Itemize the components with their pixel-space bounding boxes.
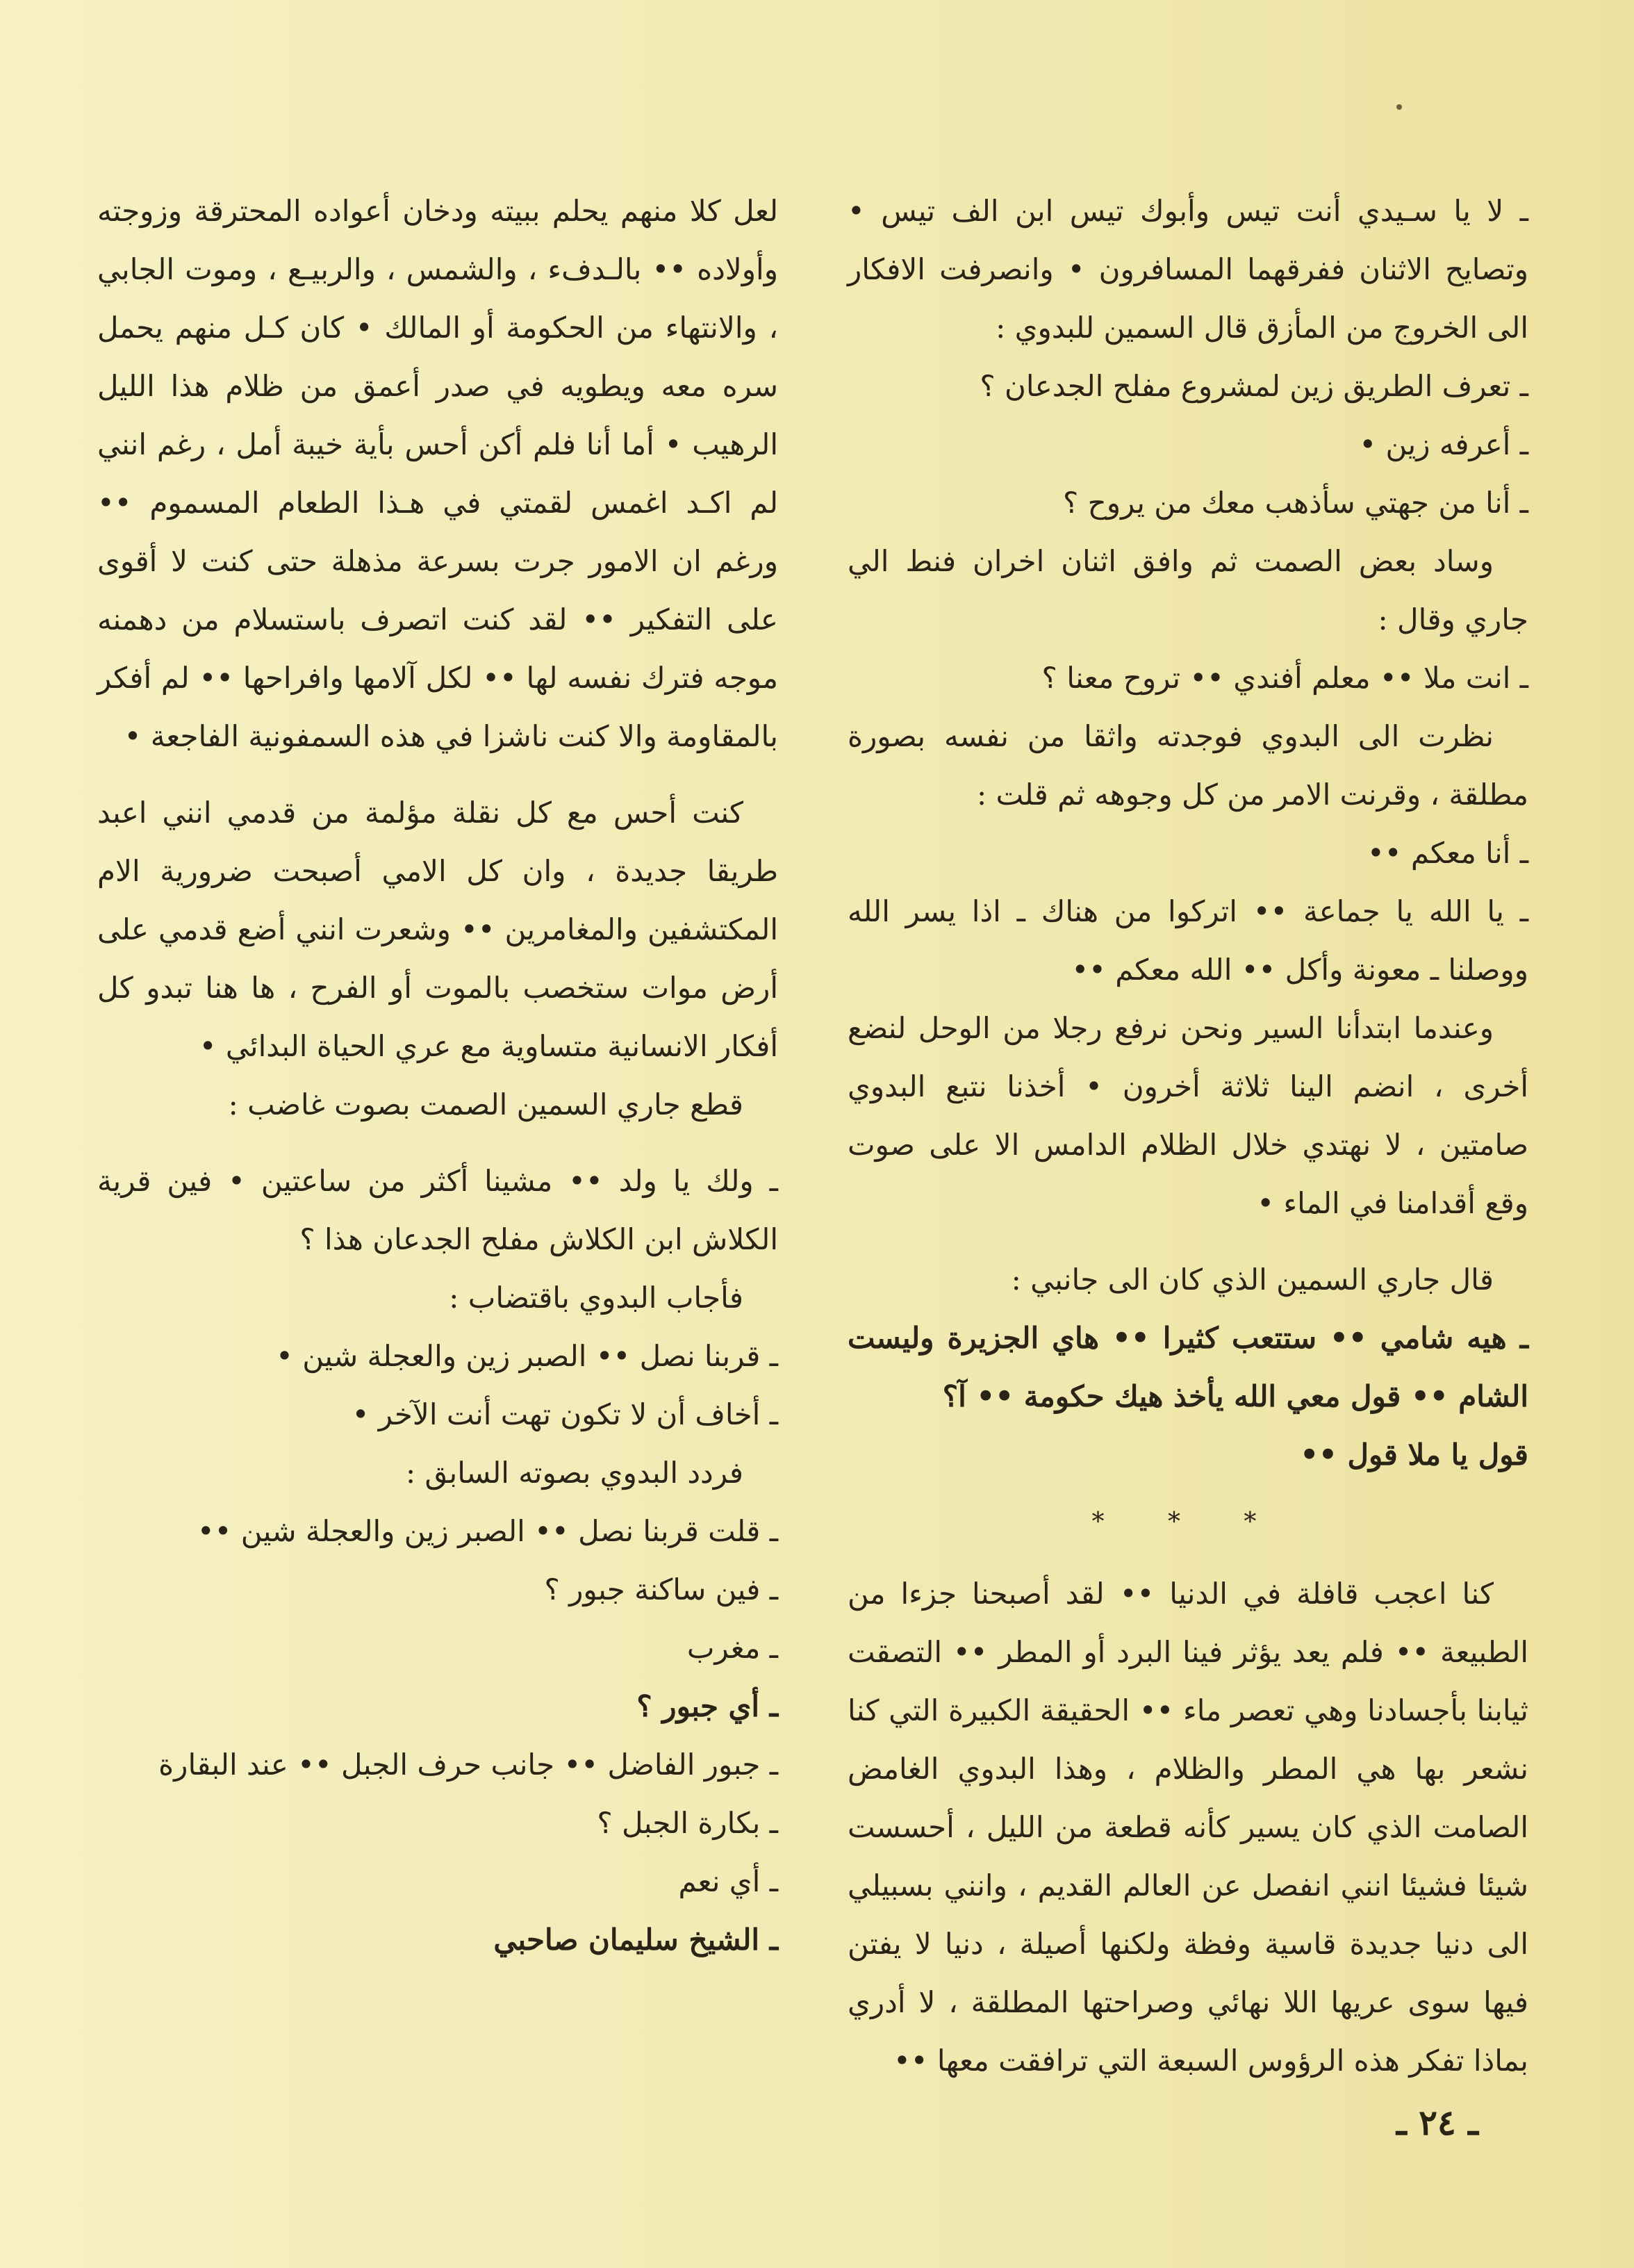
ink-mark [1396,104,1402,110]
dialogue-line: ـ هيه شامي •• ستتعب كثيرا •• هاي الجزيرة وليست الشام •• قول معي الله يأخذ هيك حكومة •• آ؟ [848,1321,1528,1413]
right-text-column [848,182,1528,2090]
dialogue-line: ـ تعرف الطريق زين لمشروع مفلح الجدعان ؟ [980,369,1528,403]
dialogue-line: ـ ولك يا ولد •• مشينا أكثر من ساعتين • فين قرية الكلاش ابن الكلاش مفلح الجدعان هذا ؟ [97,1164,778,1256]
dialogue-line: ـ بكارة الجبل ؟ [597,1806,778,1840]
dialogue-line: ـ أنا من جهتي سأذهب معك من يروح ؟ [1063,486,1528,520]
dialogue-line: ـ جبور الفاضل •• جانب حرف الجبل •• عند البقارة [158,1748,778,1782]
dialogue-line: ـ فين ساكنة جبور ؟ [544,1572,778,1606]
paragraph: فردد البدوي بصوته السابق : [405,1456,743,1490]
dialogue-line: ـ يا الله يا جماعة •• اتركوا من هناك ـ اذا يسر الله ووصلنا ـ معونة وأكل •• الله معكم •• [848,894,1528,987]
paragraph: كنا اعجب قافلة في الدنيا •• لقد أصبحنا جزءا من الطبيعة •• فلم يعد يؤثر فينا البرد أو المطر •• التصقت ثيابنا بأجسادنا وهي تعصر ماء •• الحقيقة الكبيرة التي كنا نشعر بها هي المطر والظلام ، وهذا البدوي الغامض الصامت الذي كان يسير كأنه قطعة من الليل ، أحسست شيئا فشيئا انني انفصل عن العالم القديم ، وانني بسبيلي الى دنيا جديدة قاسية وفظة ولكنها أصيلة ، دنيا لا يفتن فيها سوى عريها اللا نهائي وصراحتها المطلقة ، لا أدري بماذا تفكر هذه الرؤوس السبعة التي ترافقت معها •• [848,1577,1528,2078]
dialogue-line: ـ أي جبور ؟ [636,1689,778,1723]
paragraph: ـ لا يا سـيدي أنت تيس وأبوك تيس ابن الف تيس • وتصايح الاثنان ففرقهما المسافرون • وانصرفت الافكار الى الخروج من المأزق قال السمين للبدوي : [848,194,1528,345]
dialogue-line: ـ أخاف أن لا تكون تهت أنت الآخر • [352,1397,778,1431]
paragraph: وساد بعض الصمت ثم وافق اثنان اخران فنط الي جاري وقال : [848,544,1528,636]
dialogue-line: ـ أي نعم [678,1864,778,1898]
dialogue-line: ـ أنا معكم •• [1367,836,1528,870]
dialogue-line: ـ انت ملا •• معلم أفندي •• تروح معنا ؟ [1041,661,1528,695]
dialogue-line: ـ أعرفه زين • [1359,427,1528,461]
dialogue-line: ـ قلت قربنا نصل •• الصبر زين والعجلة شين •• [197,1514,778,1548]
paragraph: نظرت الى البدوي فوجدته واثقا من نفسه بصورة مطلقة ، وقرنت الامر من كل وجوهه ثم قلت : [848,719,1528,812]
left-text-column [97,182,778,1969]
dialogue-line: ـ مغرب [686,1631,778,1665]
section-separator: * * * [1091,1508,1285,1536]
dialogue-line: ـ الشيخ سليمان صاحبي [493,1923,778,1957]
paragraph: قطع جاري السمين الصمت بصوت غاضب : [228,1087,743,1121]
page-number: ـ ٢٤ ـ [1396,2102,1478,2143]
dialogue-line: قول يا ملا قول •• [1300,1438,1528,1472]
dialogue-line: ـ قربنا نصل •• الصبر زين والعجلة شين • [276,1339,778,1373]
paragraph: كنت أحس مع كل نقلة مؤلمة من قدمي انني اعبد طريقا جديدة ، وان كل الامي أصبحت ضرورية الام المكتشفين والمغامرين •• وشعرت انني أضع قدمي على أرض موات ستخصب بالموت أو الفرح ، ها هنا تبدو كل أفكار الانسانية متساوية مع عري الحياة البدائي • [97,796,778,1063]
paragraph: فأجاب البدوي باقتضاب : [449,1281,743,1315]
paragraph: وعندما ابتدأنا السير ونحن نرفع رجلا من الوحل لنضع أخرى ، انضم الينا ثلاثة أخرون • أخذنا نتبع البدوي صامتين ، لا نهتدي خلال الظلام الدامس الا على صوت وقع أقدامنا في الماء • [848,1011,1528,1220]
paragraph: قال جاري السمين الذي كان الى جانبي : [1011,1263,1494,1297]
paragraph: لعل كلا منهم يحلم ببيته ودخان أعواده المحترقة وزوجته وأولاده •• بالـدفء ، والشمس ، والربيـع ، وموت الجابي ، والانتهاء من الحكومة أو المالك • كان كـل منهم يحمل سره معه ويطويه في صدر أعمق من ظلام هذا الليل الرهيب • أما أنا فلم أكن أحس بأية خيبة أمل ، رغم انني لم اكـد اغمس لقمتي في هـذا الطعام المسموم •• ورغم ان الامور جرت بسرعة مذهلة حتى كنت لا أقوى على التفكير •• لقد كنت اتصرف باستسلام من دهمنه موجه فترك نفسه لها •• لكل آلامها وافراحها •• لم أفكر بالمقاومة والا كنت ناشزا في هذه السمفونية الفاجعة • [97,194,778,753]
